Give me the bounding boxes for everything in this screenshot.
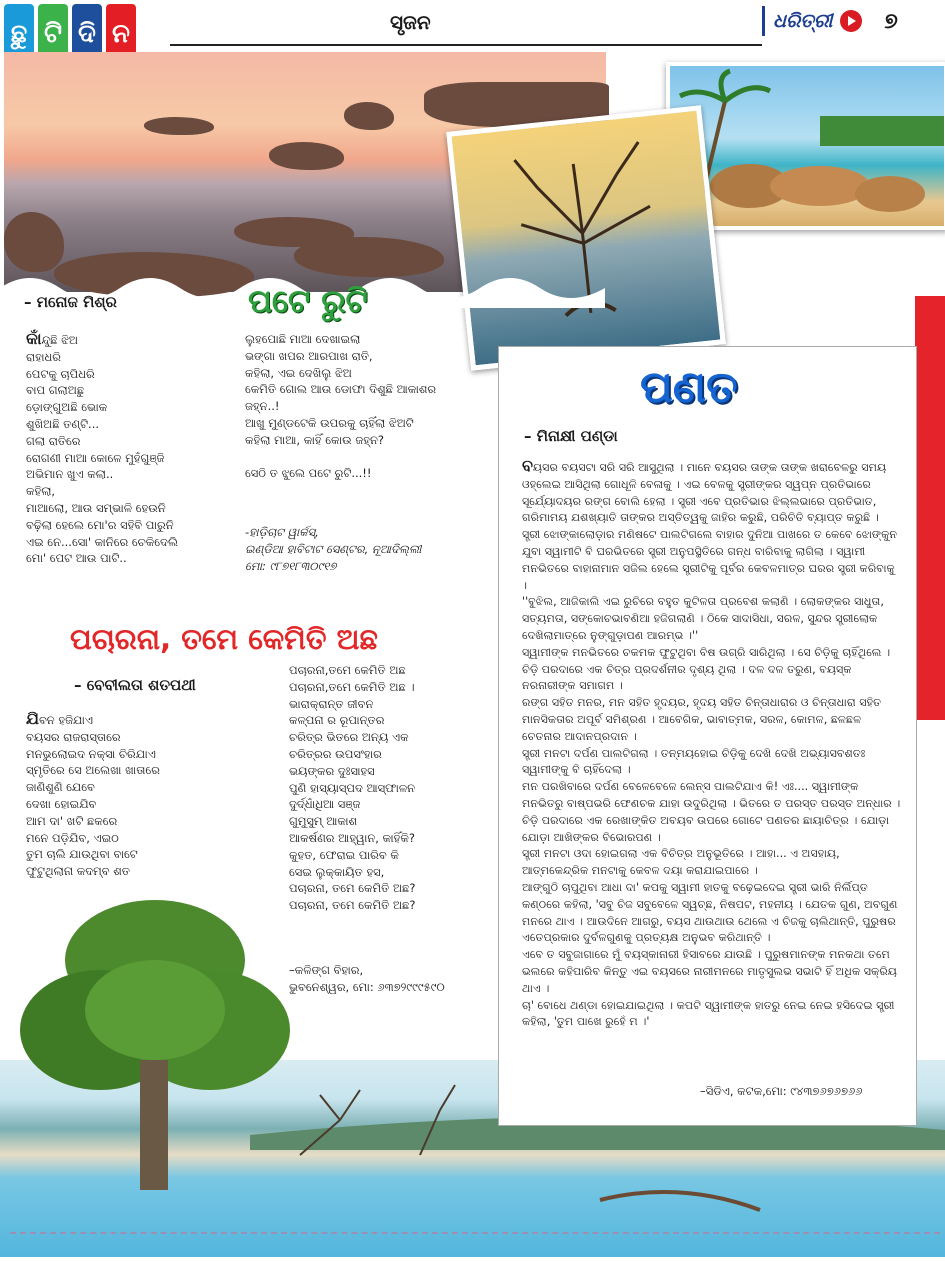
poem1-column-2: ଲୁହପୋଛି ମାଆ ଦେଖାଇଲା ଭଙ୍ଗା ଖପର ଆରପାଖ ରାତି, କହିଲା, ଏଇ ଦେଖିଲୁ ଝିଅ କେମିତି ଗୋଲ ଆଉ ଡୋଫା ଦିଶୁଛି ଆକାଶର ଜହ୍ନ..! ଆଖୁ ମୁଣ୍ଡଟେକି ଉପରକୁ ଚାହିଁଲା ଝିଅଟି କହିଲା ମାଆ, କାହିଁ କୋଉ ଜହ୍ନ? ସେଠି ତ ଝୁଲେ ପଟେ ରୁଟି...!! — [245, 332, 437, 481]
tree-illustration — [20, 890, 290, 1190]
poem2-column-1 — [26, 711, 266, 880]
poem1-author: – ମନୋଜ ମିଶ୍ର — [24, 293, 117, 311]
poem2-title: ପଚାରନା, ତମେ କେମିତି ଅଛ — [70, 622, 378, 656]
story-text: ୟସର ବୟସଟା ସରି ସରି ଆସୁଥିଲା । ମାନେ ବୟସର ତାଙ୍କ ତାଙ୍କ ଖରାବେଳରୁ ସମୟ ଓହ୍ଲେଇ ଆସିଥିଲା ଗୋଧୂଳି ବେଳାକୁ । ଏଇ ବେଳକୁ ସ୍ତ୍ରୀଙ୍କର ସ୍ୱପ୍ନ ପ୍ରତିଭାରେ ସୂର୍ଯ୍ୟୋଦୟର ରଙ୍ଗ ବୋଲି ହେଲା । ସ୍ତ୍ରୀ ଏବେ ପ୍ରତିଭାର ଝିଲ୍ଲଭାରେ ପ୍ରତିଭାତ, ଗରିମାମୟ ଯଶଖ୍ୟାତି ତାଙ୍କର ଅସ୍ତିତ୍ୱକୁ ଜାହିର କରୁଛି, ପରିଚିତି ବ୍ୟାପ୍ତ କରୁଛି । ସ୍ତ୍ରୀ ଝୋଙ୍କାଲୋଡ଼ାର ମଣିଷଟେ ପାଲଟିଗଲେ ବାହାର ଦୁନିଆ ପାଖରେ ତ କେବେ ଝୋଙ୍କୁନ ଯୁବା ସ୍ୱାମୀଟି ବି ଘରଭିତରେ ସ୍ତ୍ରୀ ଅନୁପସ୍ଥିତିରେ ଗନ୍ଧ ବାରିବାକୁ ଲାଗିଲା । ସ୍ୱାମୀ ମନଭିତରେ ବାହାନାମାନ ସଜିଲ ହେଲେ ସ୍ତ୍ରୀଟିକୁ ପୂର୍ବର କେବଳମାତ୍ର ଘରର ସ୍ତ୍ରୀ କରିବାକୁ । ''ବୁଝିଲ, ଆଜିକାଲି ଏଇ ରୁଚିରେ ବହୁତ କୁଟିଳତା ପ୍ରବେଶ କଲାଣି । ଲୋକଙ୍କର ସାଧୁତା, ସତ୍ୟମତା, ସଙ୍କୋଚଭାବଣିଆ ହଜିଗଲାଣି । ଠିକେ ସାଦାସିଧା, ସରଳ, ସୁନ୍ଦର ସ୍ତ୍ରୀଲୋକ ଦେଖିଲାମାତ୍ରେ ନୁଙ୍ଗୁଡ଼ାପଣ ଆରମ୍ଭ ।'' ସ୍ୱାମୀଙ୍କ ମନଭିତରେ ଚକମକ ଫୁଟୁଥିବା ବିଷ ଉଗ୍ରି ସାରିଥିଲା । ସେ ଚିଡ଼ିକୁ ଚାହିଁଥିଲେ । ଚିଡ଼ି ପରଦାରେ ଏକ ଚିତ୍ର ପ୍ରଦର୍ଶନୀର ଦୃଶ୍ୟ ଥିଲା । ଦଳ ଦଳ ତରୁଣ, ବୟସ୍କ ନରନାରୀଙ୍କ ସମାଗମ । ରଙ୍ଗ ସହିତ ମନର, ମନ ସହିତ ହୃଦୟର, ହୃଦୟ ସହିତ ଚିନ୍ତାଧାରାର ଓ ଚିନ୍ତାଧାରା ସହିତ ମାନସିକତାର ଅପୂର୍ବ ସମିଶ୍ରଣ । ଆବେଗିକ, ଭାବାତ୍ମକ, ସରଳ, କୋମଳ, ଛଳଛଳ ଚେତନାର ଆଦାନପ୍ରଦାନ । ସ୍ତ୍ରୀ ମନଟା ଦର୍ପଣ ପାଲଟିଗଲା । ତନ୍ମୟହୋଇ ଚିଡ଼ିକୁ ଦେଖି ଦେଖି ଅଭ୍ୟାସବଶତଃ ସ୍ୱାମୀଙ୍କୁ ବି ଚାହିଁଦେଲା । ମନ ପରଖିବାରେ ଦର୍ପଣ ବେଳେବେଳେ ଲେନ୍ସ ପାଲଟିଯାଏ କି! ଏଃ.... ସ୍ୱାମୀଙ୍କ ମନଭିତରୁ ବାଷ୍ପଭରି ଫେଣଚକ ଯାହା ଉଦୁରିଥିଲା । ଭିତରେ ତ ପରସ୍ତ ପରସ୍ତ ଅନ୍ଧାର । ଚିଡ଼ି ପରଦାରେ ଏକ ରେଖାଙ୍କିତ ଅବୟବ ଉପରେ ଗୋଟେ ପଣତର ଛାୟାଚିତ୍ର । ଯୋଡ଼ା ଯୋଡ଼ା ଆଖିଙ୍କର ବିଭୋରପଣ । ସ୍ତ୍ରୀ ମନଟା ଓଦା ହୋଇଗଲା ଏକ ବିଚିତ୍ର ଅନୁଭୂତିରେ । ଆହା... ଏ ଅସହାୟ, ଆତ୍ମକେନ୍ଦ୍ରିକ ମନଟାକୁ କେବଳ ଦୟା କରାଯାଇପାରେ । ଆଙ୍ଗୁଠି ଚାପୁଥିବା ଆଧା ଦା' କପକୁ ସ୍ୱାମୀ ହାତକୁ ବଢ଼େଇଦେଇ ସ୍ତ୍ରୀ ଭାରି ନିର୍ଲିପ୍ତ କଣ୍ଠରେ କହିଲା, 'ସବୁ ଚିଜ ସବୁବେଳେ ସ୍ୱଚ୍ଛ, ନିଷପଟ, ମହନୀୟ । ଯେତକ ଗୁଣ, ଅବଗୁଣ ମନରେ ଥାଏ । ଆଉଦିନେ ଆଗରୁ, ବୟସ ଥାଉଥାଉ ଥେଲେ ଏ ଚିଜକୁ ଚାଲିଥାନ୍ତି, ପୁରୁଷର ଏତେପ୍ରକାର ଦୁର୍ବଳଗୁଣକୁ ପ୍ରତ୍ୟକ୍ଷ ଅନୁଭବ କରିଥାନ୍ତି । ଏବେ ତ ସବୁଜାଗାରେ ମୁଁ ବୟସ୍କାନାରୀ ହିସାବରେ ଯାଉଛି । ପୁରୁଷମାନଙ୍କ ମନକଥା ତମେ ଭଲରେ କହିପାରିବ କିନ୍ତୁ ଏଇ ବୟସରେ ନାରୀମନରେ ମାତୃସୁଲଭ ସଭାଟି ହିଁ ଅଧିକ ସକ୍ରିୟ ଥାଏ । ଚା' ବୋଧେ ଥଣ୍ଡା ହୋଇଯାଇଥିଲା । କପଟି ସ୍ୱାମୀଙ୍କ ହାତରୁ ନେଇ ନେଇ ହସିଦେଇ ସ୍ତ୍ରୀ କହିଲା, 'ତୁମ ପାଖେ ରୁହେଁ ମ ।' — [522, 461, 901, 1029]
masthead-tile-2: ଟି — [38, 4, 68, 64]
masthead-tile-3: ଦି — [72, 4, 102, 64]
story-drop-cap: ବ — [522, 456, 533, 475]
story-title: ପଣତ — [640, 362, 738, 413]
poem1-column-1 — [26, 331, 241, 567]
story-body — [522, 458, 902, 1031]
red-accent-bar — [915, 296, 945, 720]
poem1-text-1: ନ୍ଦୁଛି ଝିଅ ରାହାଧରି ପେଟକୁ ଚାପିଧରି ବାପ ଗଲାଅଛୁ ଡ଼ୋଙ୍ଗୁଅଛି ଭୋକ ଶୁଖିଅଛି ତଣ୍ଟି... ଗଲା ରାତିରେ ରୋଗଣୀ ମାଆ କୋଳେ ମୁହଁଗୁଞ୍ଜି ଅଭିମାନ ଖୁଏ କଲା.. କହିଲା, ମାଆଲୋ, ଆଉ ସମ୍ଭାଳି ହେଉନି ବଢ଼ିଲା ହେଲେ ମୋ'ର ସହିବି ପାରୁନି ଏଇ ନେ...ସୋ' କାନିରେ ଚେକିଦେଲି ମୋ' ପେଟ ଆଉ ପାଟି.. — [26, 333, 178, 566]
header-rule — [170, 44, 762, 46]
poem2-signoff: –କଳିଙ୍ଗ ବିହାର, ଭୁବନେଶ୍ୱର, ମୋ: ୬୩୭୨୯୯୯୫୯୦ — [289, 963, 445, 994]
poem2-column-2: ପଚାରନା,ତମେ କେମିତି ଅଛ ପଚାରନା,ତମେ କେମିତି ଅଛ । ଭାରାକ୍ରାନ୍ତ ଜୀବନ କଳ୍ପନା ର ରୂପାନ୍ତର ଚରିତ୍ର ଭିତରେ ଅନ୍ୟ ଏକ ଚରିତ୍ରର ଉପସଂହାର ଭୟଙ୍କର ଦୁଃସାହସ ପୁଣି ହାସ୍ୟାସ୍ପଦ ଆସ୍ଫାଳନ ଦୁର୍ଦ୍ଧାଁଧିଆ ସଞ୍ଜ ଗୁମୁସୁମ୍ ଆକାଶ ଆକର୍ଷଣର ଆହ୍ୱାନ, କାହିଁକି? କୁହତ, ଫେରାଇ ପାରିବ କି ସେଇ ଲୁକ୍କାୟିତ ହସ, ପଚାରନା, ତମେ କେମିତି ଅଛ? ପଚାରନା, ତମେ କେମିତି ଅଛ? — [289, 663, 416, 913]
page-number: ୭ — [884, 8, 898, 34]
masthead-tile-1: ଛୁ — [4, 4, 34, 64]
play-icon — [840, 10, 862, 32]
section-title: ସୃଜନ — [390, 10, 431, 34]
brand-logo: ଧରିତ୍ରୀ — [773, 10, 833, 32]
masthead-tile-4: ନ — [106, 4, 136, 64]
story-author: – ମିନାକ୍ଷୀ ପଣ୍ଡା — [524, 427, 618, 445]
poem1-signoff: -ହାଡ଼ିଚାଟ ୱାର୍କସ୍‌, ଇଣ୍ଡିଆ ହାବିଟାଟ ସେଣ୍ଟର, ନୂଆଦିଲ୍ଲୀ ମୋ: ୯୮୭୧୮୩୦୯୧୭ — [245, 525, 422, 573]
poem1-title: ପଟେ ରୁଟି — [248, 282, 368, 320]
poem2-drop-cap: ଯି — [26, 709, 39, 728]
poem2-text-1: ବନ ହଜିଯାଏ ବୟସର ରାଜରାସ୍ତାରେ ମନଭୁଲୋଇଦ ନକ୍ସା ଚିରିଯାଏ ସ୍ମୃତିରେ ସେ ଅଲେଖା ଖାତାରେ ଜାଣିଶୁଣି ଯେବେ ଦେଖା ହୋଇଯିବ ଆମ ଦା' ଖଟି ଛକରେ ମନେ ପଡ଼ିଯିବ, ଏଇଠ ତୁମ ଚାଲି ଯାଉଥିବା ବାଟେ ଫୁଟୁଥିଲାନା କଦମ୍ବ ଶତ — [26, 713, 160, 879]
poem2-author: – ବେବୀଲତା ଶତପଥୀ — [74, 676, 196, 694]
poem1-drop-cap: କାଁ — [26, 329, 42, 348]
brand-block — [762, 2, 937, 40]
story-signoff: –ସିଡିଏ, କଟକ,ମୋ: ୯୪୩୭୬୭୬୭୬୬ — [700, 1084, 863, 1098]
bottom-dashed-rule — [10, 1232, 940, 1252]
